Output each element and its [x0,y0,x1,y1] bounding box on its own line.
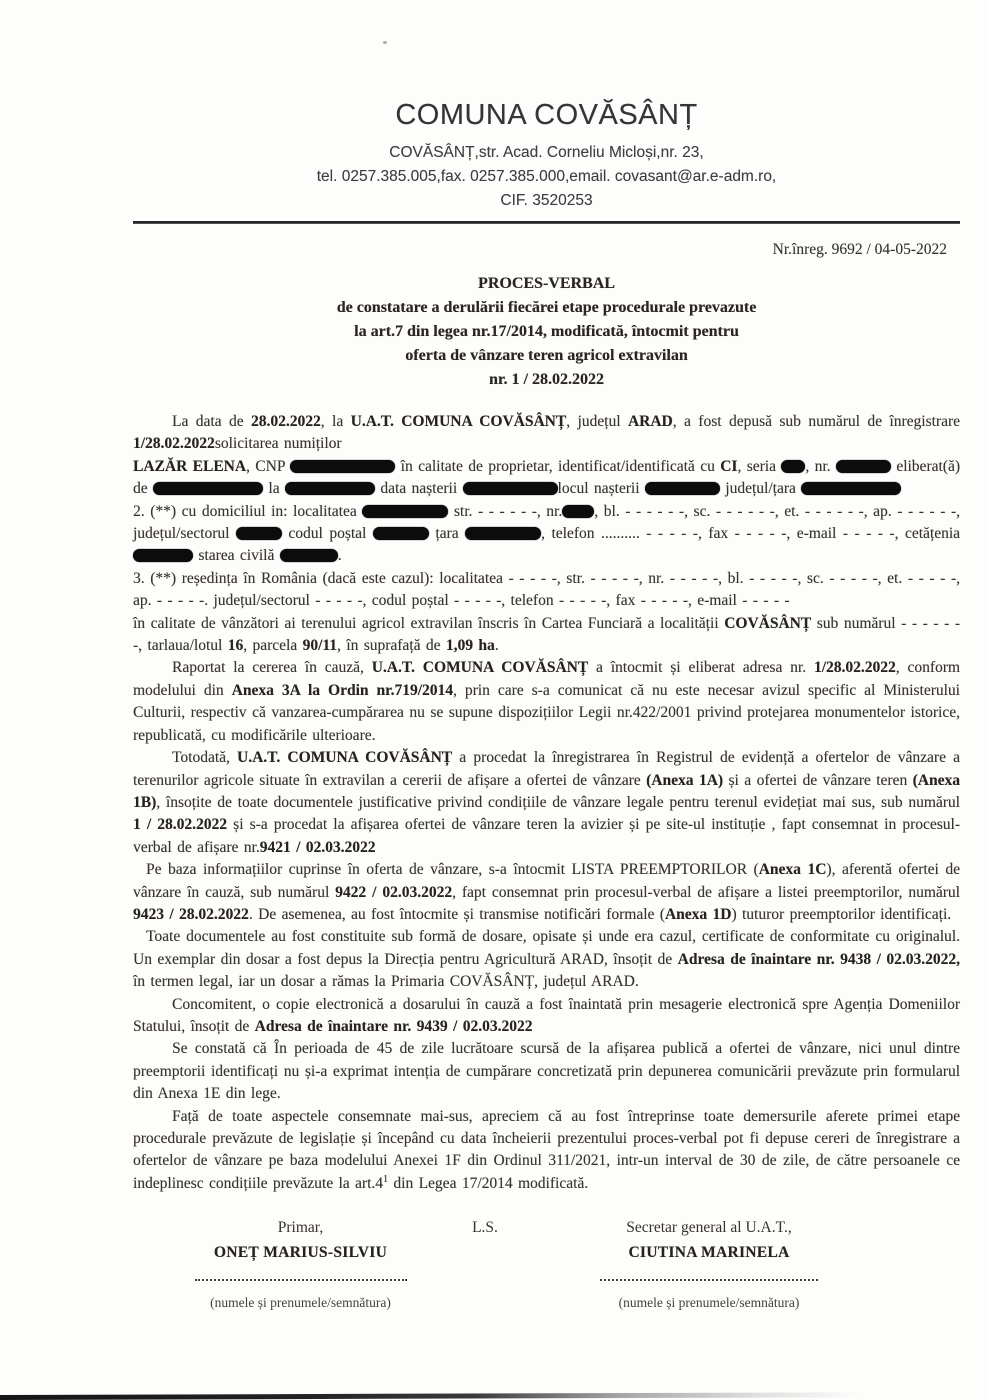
text-run: în calitate de vânzători ai terenului agricol extravilan înscris în Cartea Funciară a localității [133,614,725,632]
document-body [133,411,960,1195]
bold-text-run: 1 / 28.02.2022 [133,816,228,834]
text-run: , în suprafață de [337,637,446,655]
text-run: starea civilă [193,547,280,565]
mayor-name: ONEȚ MARIUS-SILVIU [213,1244,388,1262]
text-run: 1 [383,1173,389,1185]
bold-text-run: COVĂSÂNȚ [724,614,812,632]
bold-text-run: U.A.T. COMUNA COVĂSÂNȚ [237,749,453,767]
bold-text-run: Anexa 1D [664,905,732,923]
text-run: , prin care s-a comunicat că nu este necesar avizul specific al Ministerului Culturii, respectiv că vanzarea-cumpărarea nu se supune dispozițiilor Legii nr.422/2001 privind protejarea monumentelor istorice, republicată, cu modificările ulterioare. [133,681,960,744]
text-run: . De asemenea, au fost întocmite și transmise notificări formale ( [248,905,665,923]
text-run: , fapt consemnat prin procesul-verbal de afișare a listei preemptorilor, numărul [452,883,960,901]
bold-text-run: 9423 / 28.02.2022 [133,905,249,923]
text-run: eliberat(ă) de [133,457,960,498]
text-run: , a fost depusă sub numărul de înregistrare [672,413,960,430]
mayor-role: Primar, [277,1219,324,1237]
redaction-bar [290,460,395,473]
text-run: sub numărul - - - - - - -, tarlaua/lotul [133,614,961,655]
text-run: solicitarea numiților [214,435,342,453]
redaction-bar [836,460,891,473]
paragraph [133,613,960,658]
paragraph [133,568,960,613]
bold-text-run: CI [720,457,738,475]
text-run: , județul [566,413,628,430]
text-run: , CNP [246,457,291,475]
doc-title-line1: PROCES-VERBAL [478,275,615,292]
document-title-block [133,272,960,392]
paragraph [133,859,960,926]
bold-text-run: 90/11 [302,637,338,655]
text-run: 3. (**) reședința în România (dacă este cazul): localitatea - - - - -, str. - - - - -, nr. - - - - -, bl. - - - - -, sc. - - - - -, et. - - - - -, ap. - - - - -. județul/sectorul - - - - -, codul poștal - - - - -, telefon - - - - -, fax - - - - -, e-mail - - - - - [133,569,960,610]
bold-text-run: U.A.T. COMUNA COVĂSÂNȚ [350,413,567,430]
signature-block [133,1215,960,1365]
redaction-bar [562,505,594,518]
text-run: din Legea 17/2014 modificată. [388,1174,589,1192]
text-run: Pe baza informațiilor cuprinse în oferta de vânzare, s-a întocmit LISTA PREEMPTORILOR ( [146,861,759,879]
redaction-bar [280,549,338,562]
text-run: , telefon .......... - - - - -, fax - - - - -, e-mail - - - - -, cetățenia [541,525,961,543]
text-run: Concomitent, o copie electronică a dosarului în cauză a fost înaintată prin mesagerie electronică spre Agenția Domeniilor Statului, însoțit de [133,995,960,1035]
registration-number: Nr.înreg. 9692 / 04-05-2022 [772,241,947,258]
text-run: Toate documentele au fost constituite sub formă de dosare, opisate și unde era cazul, certificate de conformitate cu originalul. Un exemplar din dosar a fost depus la Direcția pentru Agricultură ARAD, însoțit de [133,928,960,968]
paragraph [133,657,960,747]
redaction-bar [463,482,558,495]
commune-contact: tel. 0257.385.005,fax. 0257.385.000,email. covasant@ar.e-adm.ro, [316,168,777,185]
seal-label: L.S. [472,1219,498,1237]
redaction-bar [465,527,541,540]
signature-line-left [195,1279,407,1281]
redaction-bar [236,527,282,540]
bold-text-run: Anexa 1C [758,861,827,879]
scan-artifact-bottom [0,1392,862,1400]
bold-text-run: U.A.T. COMUNA COVĂSÂNȚ [371,659,589,677]
secretary-role: Secretar general al U.A.T., [626,1219,792,1237]
commune-address: COVĂSÂNȚ,str. Acad. Corneliu Micloși,nr. 23, [389,144,704,161]
redaction-bar [362,505,448,518]
text-run: și a ofertei de vânzare teren [723,771,913,789]
letterhead-rule [133,221,960,224]
bold-text-run: LAZĂR ELENA [133,457,247,475]
text-run: data nașterii [374,480,463,498]
bold-text-run: Adresa de înaintare nr. 9439 / 02.03.2022 [254,1017,533,1035]
doc-title-line4: oferta de vânzare teren agricol extravilan [405,347,688,364]
text-run: , parcela [243,637,303,655]
text-run: la [263,480,285,498]
bold-text-run: 28.02.2022 [251,413,321,430]
paragraph [133,456,960,501]
text-run: Raportat la cererea în cauză, [172,659,372,677]
text-run: Totodată, [172,749,238,767]
text-run: locul nașterii [557,480,645,498]
text-run: , bl. - - - - - -, sc. - - - - - -, et. - - - - - -, ap. - - - - - -, județul/sectorul [133,502,960,543]
paragraph [133,994,960,1039]
doc-title-line5: nr. 1 / 28.02.2022 [489,371,604,388]
redaction-bar [133,549,193,562]
text-run: ) tuturor preemptorilor identificați. [731,905,952,923]
mayor-signature [173,1215,428,1265]
redaction-bar [285,482,375,495]
bold-text-run: (Anexa 1A) [646,771,724,789]
bold-text-run: 9421 / 02.03.2022 [259,838,376,856]
bold-text-run: Anexa 3A la Ordin nr.719/2014 [231,681,453,699]
text-run: a întocmit și eliberat adresa nr. [588,659,814,677]
signature-line-right [600,1279,818,1281]
text-run: . [337,547,342,565]
bold-text-run: 1/28.02.2022 [133,435,215,453]
text-run: județul/țara [719,480,802,498]
paragraph [133,1106,960,1196]
text-run: în termen legal, iar un dosar a rămas la Primaria COVĂSÂNȚ, județul ARAD. [133,973,639,991]
doc-title-line2: de constatare a derulării fiecărei etape procedurale prevazute [336,299,757,316]
bold-text-run: (Anexa 1B) [133,771,960,811]
redaction-bar [153,482,263,495]
bold-text-run: 9422 / 02.03.2022 [335,883,453,901]
text-run: . [494,637,499,655]
text-run: Se constată că În perioada de 45 de zile lucrătoare scursă de la afișarea publică a ofertei de vânzare, nici unul dintre preemptorii identificați nu și-a exprimat intenția de cumpărare concretizată prin depunerea comunicării prevăzute prin formularul din Anexa 1E din lege. [133,1040,960,1103]
redaction-bar [781,460,805,473]
text-run: , la [320,413,351,430]
signature-caption-right: (numele și prenumele/semnătura) [618,1295,800,1311]
text-run: codul poștal [281,525,373,543]
paragraph [133,501,960,568]
paragraph [133,747,960,859]
bold-text-run: ARAD [627,413,673,430]
doc-title-line3: la art.7 din legea nr.17/2014, modificată, întocmit pentru [354,323,739,340]
text-run: str. - - - - - -, nr. [448,502,563,520]
bold-text-run: 16 [227,637,244,655]
paragraph [133,411,960,456]
text-run: La data de [172,413,251,430]
text-run: ), aferentă ofertei de vânzare în cauză, sub numărul [133,861,961,901]
text-run: 2. (**) cu domiciliul in: localitatea [133,502,363,520]
commune-title: COMUNA COVĂSÂNȚ [395,99,698,131]
text-run: , conform modelului din [133,659,960,699]
letterhead [133,0,960,224]
signature-caption-left: (numele și prenumele/semnătura) [210,1295,391,1311]
bold-text-run: 1,09 ha [445,637,495,655]
text-run: , nr. [805,457,836,475]
secretary-name: CIUTINA MARINELA [628,1244,790,1262]
text-run: Față de toate aspectele consemnate mai-sus, apreciem că au fost întreprinse toate demersurile aferete primei etape procedurale prevăzute de legislație și începând cu data încheierii prezentului proces-verbal pot fi depuse cereri de înregistrare a ofertelor de vânzare pe baza modelului Anexei 1F din Ordinul 311/2021, intr-un interval de 30 de zile, de către persoanele ce indeplinesc condițiile prevăzute la art.4 [133,1107,960,1192]
text-run: , seria [737,457,782,475]
secretary-signature [573,1215,845,1265]
text-run: și s-a procedat la afișarea ofertei de vânzare teren la avizier și pe site-ul instituție , fapt consemnat in procesul-verbal de afișare nr. [133,816,960,856]
bold-text-run: Adresa de înaintare nr. 9438 / 02.03.2022, [677,950,960,968]
redaction-bar [373,527,429,540]
paragraph [133,1038,960,1105]
text-run: , însoțite de toate documentele justificative privind condițiile de vânzare legale pentru terenul evidețiat mai sus, sub numărul [156,793,960,811]
paragraph [133,926,960,993]
text-run: în calitate de proprietar, identificat/identificată cu [395,457,721,475]
redaction-bar [645,482,720,495]
text-run: a procedat la înregistrarea în Registrul de evidență a ofertelor de vânzare a terenurilor agricole situate în extravilan a cererii de afișare a ofertei de vânzare [133,749,960,789]
redaction-bar [801,482,901,495]
bold-text-run: 1/28.02.2022 [813,659,896,677]
document-content [133,0,960,1365]
text-run: țara [428,525,466,543]
commune-cif: CIF. 3520253 [500,192,593,209]
